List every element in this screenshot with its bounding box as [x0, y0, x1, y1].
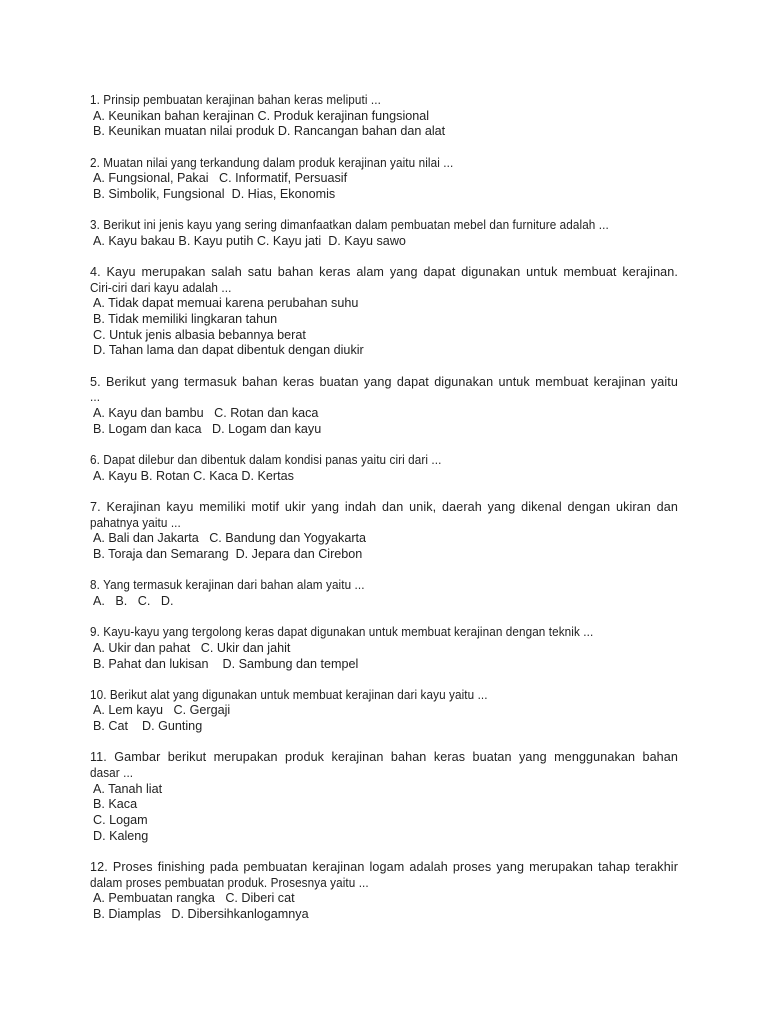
answer-options: B. Simbolik, Fungsional D. Hias, Ekonomis — [93, 186, 336, 201]
question-text: Ciri-ciri dari kayu adalah ... — [90, 280, 232, 295]
question-3 — [90, 218, 678, 249]
question-text: ... — [90, 390, 101, 405]
answer-options: D. Tahan lama dan dapat dibentuk dengan diukir — [93, 343, 364, 358]
question-text: 5. Berikut yang termasuk bahan keras buatan yang dapat digunakan untuk membuat kerajinan yaitu — [90, 374, 678, 389]
answer-options: A. Ukir dan pahat C. Ukir dan jahit — [93, 640, 291, 655]
answer-options: B. Cat D. Gunting — [93, 719, 203, 734]
question-text: 7. Kerajinan kayu memiliki motif ukir yang indah dan unik, daerah yang dikenal dengan ukiran dan — [90, 499, 678, 514]
answer-options: C. Logam — [93, 813, 148, 828]
answer-options: B. Pahat dan lukisan D. Sambung dan tempel — [93, 656, 359, 671]
answer-options: A. Tanah liat — [93, 781, 163, 796]
answer-options: A. Tidak dapat memuai karena perubahan suhu — [93, 296, 359, 311]
question-text: 8. Yang termasuk kerajinan dari bahan alam yaitu ... — [90, 578, 365, 593]
question-4 — [90, 265, 678, 359]
question-9 — [90, 625, 678, 672]
answer-options: B. Logam dan kaca D. Logam dan kayu — [93, 421, 322, 436]
question-text: 9. Kayu-kayu yang tergolong keras dapat digunakan untuk membuat kerajinan dengan teknik ... — [90, 625, 594, 640]
answer-options: A. Kayu B. Rotan C. Kaca D. Kertas — [93, 468, 294, 483]
question-6 — [90, 453, 678, 484]
answer-options: A. Bali dan Jakarta C. Bandung dan Yogyakarta — [93, 531, 367, 546]
question-10 — [90, 688, 678, 735]
question-text: 6. Dapat dilebur dan dibentuk dalam kondisi panas yaitu ciri dari ... — [90, 453, 442, 468]
question-7 — [90, 500, 678, 563]
question-text: 1. Prinsip pembuatan kerajinan bahan keras meliputi ... — [90, 93, 381, 107]
question-text: 4. Kayu merupakan salah satu bahan keras alam yang dapat digunakan untuk membuat kerajinan. — [90, 265, 678, 280]
question-2 — [90, 156, 678, 203]
answer-options: B. Tidak memiliki lingkaran tahun — [93, 312, 278, 327]
answer-options: C. Untuk jenis albasia bebannya berat — [93, 327, 306, 342]
answer-options: B. Kaca — [93, 797, 138, 812]
question-text: 12. Proses finishing pada pembuatan kerajinan logam adalah proses yang merupakan tahap terakhir — [90, 859, 678, 874]
question-text: dalam proses pembuatan produk. Prosesnya yaitu ... — [90, 875, 369, 890]
question-text: 10. Berikut alat yang digunakan untuk membuat kerajinan dari kayu yaitu ... — [90, 687, 488, 702]
answer-options: A. Keunikan bahan kerajinan C. Produk kerajinan fungsional — [93, 108, 430, 123]
question-11 — [90, 750, 678, 844]
answer-options: A. B. C. D. — [93, 593, 174, 608]
answer-options: A. Pembuatan rangka C. Diberi cat — [93, 891, 295, 906]
quiz-document — [90, 93, 678, 938]
question-1 — [90, 93, 678, 140]
answer-options: A. Kayu dan bambu C. Rotan dan kaca — [93, 406, 319, 421]
answer-options: B. Keunikan muatan nilai produk D. Rancangan bahan dan alat — [93, 124, 446, 139]
question-text: 3. Berikut ini jenis kayu yang sering dimanfaatkan dalam pembuatan mebel dan furniture adalah ... — [90, 218, 609, 233]
answer-options: A. Fungsional, Pakai C. Informatif, Persuasif — [93, 171, 348, 186]
answer-options: D. Kaleng — [93, 828, 149, 843]
question-text: 2. Muatan nilai yang terkandung dalam produk kerajinan yaitu nilai ... — [90, 155, 454, 170]
question-text: dasar ... — [90, 766, 134, 781]
question-12 — [90, 860, 678, 923]
answer-options: A. Lem kayu C. Gergaji — [93, 703, 231, 718]
answer-options: B. Diamplas D. Dibersihkanlogamnya — [93, 906, 309, 921]
answer-options: B. Toraja dan Semarang D. Jepara dan Cirebon — [93, 546, 363, 561]
question-text: 11. Gambar berikut merupakan produk kerajinan bahan keras buatan yang menggunakan bahan — [90, 750, 678, 765]
question-8 — [90, 578, 678, 609]
question-text: pahatnya yaitu ... — [90, 515, 181, 530]
answer-options: A. Kayu bakau B. Kayu putih C. Kayu jati D. Kayu sawo — [93, 233, 406, 248]
question-5 — [90, 375, 678, 438]
